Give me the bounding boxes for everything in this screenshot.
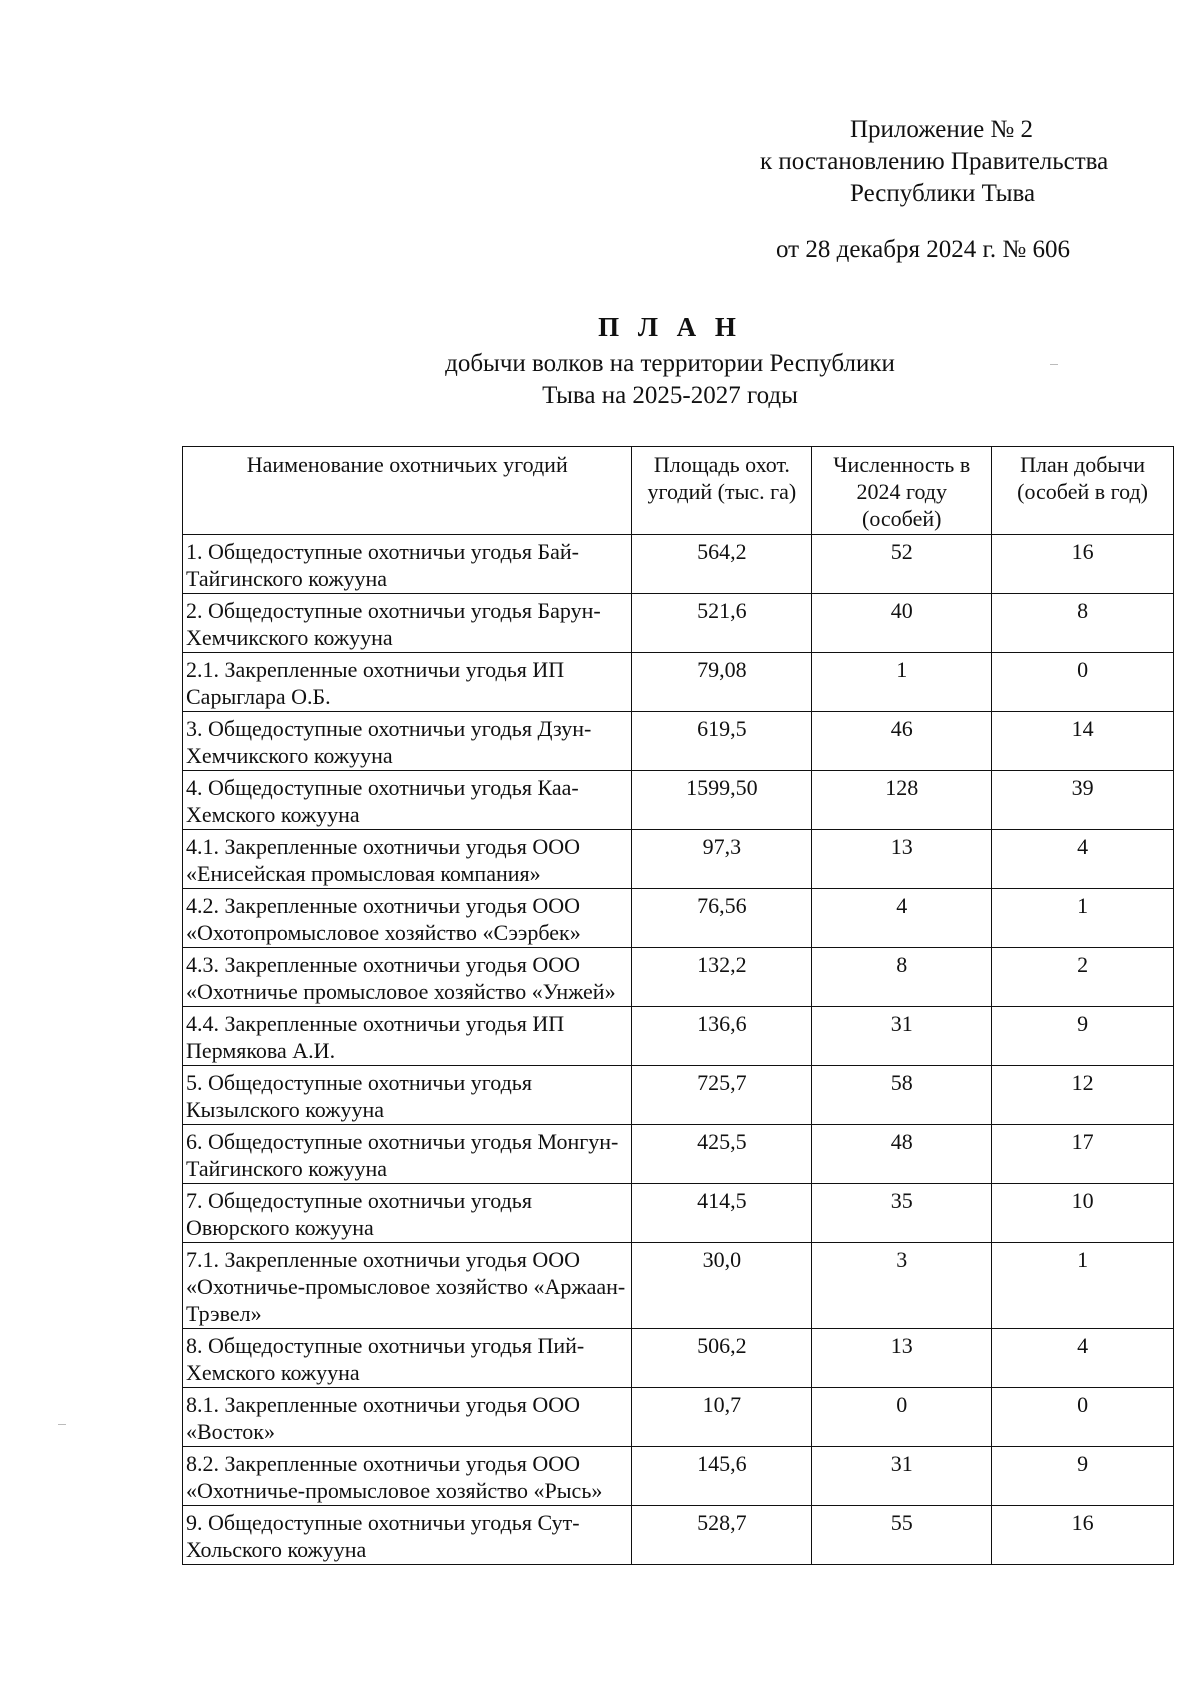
document-subtitle-line2: Тыва на 2025-2027 годы [542,382,798,409]
table-row [183,1184,1174,1243]
population-cell: 13 [812,1329,992,1388]
harvest-plan-cell: 39 [992,771,1174,830]
hunting-ground-name-cell: 4.4. Закрепленные охотничьи угодья ИП Пермякова А.И. [183,1007,632,1066]
population-cell: 4 [812,889,992,948]
area-cell: 425,5 [632,1125,812,1184]
document-subtitle-line1: добычи волков на территории Республики [445,350,895,377]
area-cell: 145,6 [632,1447,812,1506]
hunting-ground-name-cell: 3. Общедоступные охотничьи угодья Дзун-Хемчикского кожууна [183,712,632,771]
harvest-plan-cell: 0 [992,653,1174,712]
area-cell: 30,0 [632,1243,812,1329]
population-cell: 31 [812,1447,992,1506]
hunting-ground-name-cell: 8. Общедоступные охотничьи угодья Пий-Хемского кожууна [183,1329,632,1388]
harvest-plan-cell: 4 [992,830,1174,889]
area-cell: 132,2 [632,948,812,1007]
hunting-ground-name-cell: 8.2. Закрепленные охотничьи угодья ООО «Охотничье-промысловое хозяйство «Рысь» [183,1447,632,1506]
harvest-plan-cell: 1 [992,1243,1174,1329]
wolf-harvest-plan-table [182,446,1174,1565]
population-cell: 52 [812,535,992,594]
area-cell: 564,2 [632,535,812,594]
harvest-plan-cell: 8 [992,594,1174,653]
harvest-plan-cell: 0 [992,1388,1174,1447]
population-cell: 35 [812,1184,992,1243]
harvest-plan-cell: 9 [992,1447,1174,1506]
harvest-plan-cell: 9 [992,1007,1174,1066]
harvest-plan-cell: 16 [992,535,1174,594]
area-cell: 76,56 [632,889,812,948]
table-row [183,1447,1174,1506]
hunting-ground-name-cell: 4.2. Закрепленные охотничьи угодья ООО «Охотопромысловое хозяйство «Сээрбек» [183,889,632,948]
hunting-ground-name-cell: 8.1. Закрепленные охотничьи угодья ООО «Восток» [183,1388,632,1447]
table-row [183,712,1174,771]
area-cell: 10,7 [632,1388,812,1447]
area-cell: 414,5 [632,1184,812,1243]
population-cell: 128 [812,771,992,830]
harvest-plan-cell: 1 [992,889,1174,948]
population-cell: 1 [812,653,992,712]
area-cell: 97,3 [632,830,812,889]
hunting-ground-name-cell: 2.1. Закрепленные охотничьи угодья ИП Сарыглара О.Б. [183,653,632,712]
scan-speck [1050,364,1058,365]
header-population-2024: Численность в 2024 году (особей) [812,447,992,535]
area-cell: 136,6 [632,1007,812,1066]
population-cell: 0 [812,1388,992,1447]
harvest-plan-cell: 14 [992,712,1174,771]
area-cell: 725,7 [632,1066,812,1125]
area-cell: 521,6 [632,594,812,653]
table-row [183,1007,1174,1066]
area-cell: 528,7 [632,1506,812,1565]
hunting-ground-name-cell: 4.3. Закрепленные охотничьи угодья ООО «Охотничье промысловое хозяйство «Унжей» [183,948,632,1007]
area-cell: 79,08 [632,653,812,712]
table-row [183,830,1174,889]
header-hunting-grounds: Наименование охотничьих угодий [183,447,632,535]
resolution-date: от 28 декабря 2024 г. № 606 [776,236,1071,263]
population-cell: 58 [812,1066,992,1125]
population-cell: 31 [812,1007,992,1066]
header-area: Площадь охот. угодий (тыс. га) [632,447,812,535]
population-cell: 40 [812,594,992,653]
population-cell: 3 [812,1243,992,1329]
document-title: П Л А Н [598,312,742,342]
table-row [183,771,1174,830]
hunting-ground-name-cell: 9. Общедоступные охотничьи угодья Сут-Хольского кожууна [183,1506,632,1565]
population-cell: 48 [812,1125,992,1184]
table-row [183,535,1174,594]
harvest-plan-cell: 12 [992,1066,1174,1125]
table-row [183,889,1174,948]
hunting-ground-name-cell: 7. Общедоступные охотничьи угодья Овюрского кожууна [183,1184,632,1243]
hunting-ground-name-cell: 6. Общедоступные охотничьи угодья Монгун-Тайгинского кожууна [183,1125,632,1184]
table-row [183,1329,1174,1388]
hunting-ground-name-cell: 2. Общедоступные охотничьи угодья Барун-Хемчикского кожууна [183,594,632,653]
harvest-plan-cell: 17 [992,1125,1174,1184]
table-row [183,1506,1174,1565]
population-cell: 46 [812,712,992,771]
appendix-republic: Республики Тыва [850,180,1036,207]
table-row [183,1243,1174,1329]
population-cell: 13 [812,830,992,889]
table-row [183,948,1174,1007]
table-row [183,653,1174,712]
harvest-plan-cell: 10 [992,1184,1174,1243]
scan-speck [58,1424,66,1425]
table-row [183,1388,1174,1447]
area-cell: 1599,50 [632,771,812,830]
hunting-ground-name-cell: 4.1. Закрепленные охотничьи угодья ООО «Енисейская промысловая компания» [183,830,632,889]
appendix-number: Приложение № 2 [850,116,1034,143]
table-row [183,1066,1174,1125]
population-cell: 55 [812,1506,992,1565]
table-row [183,594,1174,653]
harvest-plan-cell: 2 [992,948,1174,1007]
harvest-plan-cell: 4 [992,1329,1174,1388]
area-cell: 506,2 [632,1329,812,1388]
hunting-ground-name-cell: 5. Общедоступные охотничьи угодья Кызылского кожууна [183,1066,632,1125]
appendix-resolution: к постановлению Правительства [760,148,1109,175]
hunting-ground-name-cell: 7.1. Закрепленные охотничьи угодья ООО «Охотничье-промысловое хозяйство «Аржаан-Трэвел» [183,1243,632,1329]
population-cell: 8 [812,948,992,1007]
table-header-row [183,447,1174,535]
area-cell: 619,5 [632,712,812,771]
header-harvest-plan: План добычи (особей в год) [992,447,1174,535]
table-row [183,1125,1174,1184]
hunting-ground-name-cell: 1. Общедоступные охотничьи угодья Бай-Тайгинского кожууна [183,535,632,594]
harvest-plan-cell: 16 [992,1506,1174,1565]
table-body [183,535,1174,1565]
hunting-ground-name-cell: 4. Общедоступные охотничьи угодья Каа-Хемского кожууна [183,771,632,830]
